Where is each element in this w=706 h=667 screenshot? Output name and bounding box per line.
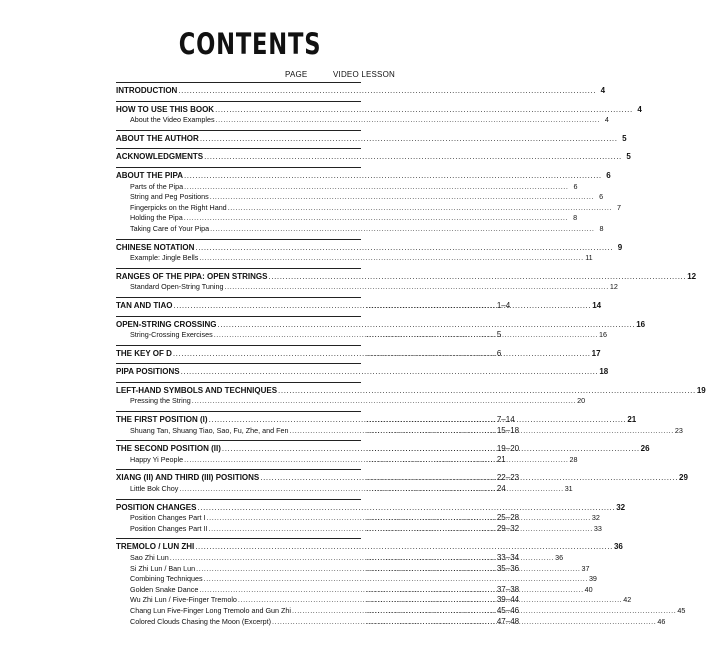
toc-entry-title: Taking Care of Your Pipa [130, 223, 210, 233]
toc-subsection-entry[interactable] [116, 115, 609, 126]
video-lesson-entry [366, 563, 520, 575]
video-dot-leader: .............................................. [366, 484, 496, 494]
dot-leader [200, 133, 618, 145]
video-dot-leader: .............................................. [366, 553, 496, 562]
toc-page-number: 32 [616, 502, 626, 512]
toc-section-entry[interactable] [116, 541, 623, 553]
dot-leader [195, 242, 613, 254]
toc-section-entry[interactable] [116, 300, 602, 312]
dot-leader [195, 541, 613, 553]
dot-leader [210, 192, 594, 203]
toc-page-number: 19 [696, 385, 706, 395]
toc-section-entry[interactable] [116, 151, 631, 163]
video-lesson-number: 19–20 [496, 444, 520, 454]
toc-page-number: 28 [569, 454, 578, 464]
toc-page-number: 40 [584, 584, 593, 594]
toc-page-number: 29 [679, 473, 688, 483]
video-dot-leader: .............................................. [366, 444, 496, 454]
toc-section-entry[interactable] [116, 366, 609, 378]
video-lesson-entry [366, 595, 520, 606]
toc-subsection-entry[interactable] [116, 213, 578, 224]
dot-leader [197, 502, 615, 514]
video-lesson-entry [366, 443, 520, 455]
toc-entry-title: THE KEY OF D [116, 348, 172, 358]
toc-page-number: 6 [606, 170, 611, 180]
dot-leader [225, 282, 609, 293]
dot-leader [204, 574, 588, 585]
page-title: CONTENTS [178, 27, 322, 61]
toc-entry-title: ABOUT THE PIPA [116, 170, 183, 180]
dot-leader [278, 385, 696, 397]
toc-entry-title: Happy Yi People [130, 454, 184, 464]
toc-entry-title: Si Zhi Lun / Ban Lun [130, 563, 196, 573]
toc-entry-title: THE FIRST POSITION (I) [116, 415, 208, 425]
toc-entry-title: THE SECOND POSITION (II) [116, 444, 221, 454]
video-lesson-number: 22–23 [496, 473, 520, 483]
toc-subsection-entry[interactable] [116, 396, 586, 407]
toc-entry-title: Pressing the String [130, 396, 191, 406]
video-lesson-entry [366, 472, 520, 484]
toc-entry-title: Position Changes Part II [130, 523, 208, 533]
toc-section-entry[interactable] [116, 85, 606, 97]
dot-leader [216, 115, 600, 126]
toc-section-entry[interactable] [116, 348, 601, 360]
toc-section-entry[interactable] [116, 242, 623, 254]
toc-page-number: 4 [637, 104, 642, 114]
toc-page-number: 5 [626, 152, 631, 162]
video-lesson-entry [366, 454, 506, 466]
toc-entry-title: OPEN-STRING CROSSING [116, 319, 217, 329]
toc-entry-title: ACKNOWLEDGMENTS [116, 152, 204, 162]
toc-page-number: 23 [674, 425, 683, 435]
toc-page-number: 32 [591, 513, 600, 523]
video-lesson-entry [366, 605, 520, 617]
video-dot-leader: .............................................. [366, 330, 496, 340]
toc-page-number: 33 [593, 523, 602, 533]
video-dot-leader: .............................................. [366, 473, 496, 483]
toc-entry-title: String-Crossing Exercises [130, 330, 213, 340]
video-dot-leader: .............................................. [366, 595, 496, 605]
toc-entry-title: Parts of the Pipa [130, 181, 184, 191]
dot-leader [192, 396, 576, 407]
video-lesson-number: 1–4 [496, 300, 511, 310]
dot-leader [181, 366, 599, 378]
toc-page-number: 7 [617, 202, 622, 212]
toc-entry-title: Wu Zhi Lun / Five-Finger Tremolo [130, 595, 237, 605]
dot-leader [210, 224, 594, 235]
toc-entry-title: String and Peg Positions [130, 192, 209, 202]
toc-subsection-entry[interactable] [116, 223, 604, 235]
video-lesson-number: 35–36 [496, 563, 520, 573]
video-lesson-number: 45–46 [496, 605, 520, 615]
toc-page-number: 14 [592, 300, 602, 310]
video-dot-leader: .............................................. [366, 300, 496, 310]
toc-page-number: 26 [640, 444, 650, 454]
video-lesson-number: 37–38 [496, 584, 520, 594]
video-lesson-column-header: VIDEO LESSON [333, 70, 395, 79]
video-lesson-number: 21 [496, 454, 506, 464]
toc-subsection-entry[interactable] [116, 253, 593, 264]
toc-page-number: 4 [604, 115, 609, 125]
video-lesson-entry [366, 414, 515, 426]
toc-section-entry[interactable] [116, 170, 611, 182]
toc-page-number: 16 [636, 319, 646, 329]
toc-page-number: 6 [599, 192, 604, 202]
video-lesson-entry [366, 330, 502, 341]
video-lesson-number: 25–28 [496, 513, 520, 523]
toc-page-number: 12 [687, 271, 697, 281]
toc-page-number: 18 [599, 367, 609, 377]
toc-entry-title: RANGES OF THE PIPA: OPEN STRINGS [116, 271, 268, 281]
video-dot-leader: .............................................. [366, 454, 496, 464]
toc-entry-title: PIPA POSITIONS [116, 367, 180, 377]
toc-page-number: 39 [588, 574, 597, 584]
toc-entry-title: Position Changes Part I [130, 513, 206, 523]
toc-page-number: 4 [600, 86, 606, 95]
toc-entry-title: Little Bok Choy [130, 484, 179, 494]
toc-page-number: 31 [564, 484, 573, 494]
toc-entry-title: Holding the Pipa [130, 213, 183, 223]
toc-subsection-entry[interactable] [116, 574, 597, 585]
toc-entry-title: About the Video Examples [130, 115, 215, 125]
video-lesson-number: 5 [496, 330, 502, 340]
toc-page-number: 16 [599, 330, 608, 340]
toc-page-number: 5 [622, 133, 627, 143]
video-dot-leader: .............................................. [366, 415, 496, 425]
toc-subsection-entry[interactable] [116, 192, 604, 203]
toc-entry-title: TAN AND TIAO [116, 300, 173, 310]
video-lesson-number: 39–44 [496, 595, 520, 605]
toc-page-number: 36 [613, 542, 623, 552]
toc-section-entry[interactable] [116, 385, 706, 397]
toc-page-number: 42 [623, 595, 632, 605]
toc-entry-title: POSITION CHANGES [116, 502, 197, 512]
page-column-header: PAGE [285, 70, 308, 79]
toc-section-entry[interactable] [116, 133, 627, 145]
video-dot-leader: .............................................. [366, 605, 496, 615]
video-lesson-number: 7–14 [496, 415, 515, 425]
video-dot-leader: .............................................. [366, 563, 496, 573]
toc-page-number: 8 [599, 223, 604, 233]
video-lesson-number: 15–18 [496, 425, 520, 435]
video-lesson-entry [366, 348, 502, 360]
toc-entry-title: Fingerpicks on the Right Hand [130, 202, 227, 212]
video-dot-leader: .............................................. [366, 425, 496, 435]
toc-entry-title: Example: Jingle Bells [130, 253, 199, 263]
toc-page-number: 12 [609, 282, 618, 292]
video-lesson-entry [366, 584, 520, 596]
dot-leader [215, 104, 633, 116]
toc-subsection-entry[interactable] [116, 282, 618, 293]
toc-page-number: 17 [591, 348, 601, 358]
toc-subsection-entry[interactable] [116, 330, 608, 341]
toc-entry-title: Sao Zhi Lun [130, 553, 169, 562]
video-dot-leader: .............................................. [366, 616, 496, 626]
dot-leader [184, 182, 568, 193]
toc-entry-title: Standard Open-String Tuning [130, 282, 224, 292]
video-dot-leader: .............................................. [366, 513, 496, 523]
dot-leader [268, 271, 686, 283]
toc-entry-title: INTRODUCTION [116, 86, 178, 95]
dot-leader [184, 213, 568, 224]
toc-page-number: 46 [657, 616, 666, 626]
toc-section-entry[interactable] [116, 319, 646, 331]
toc-page-number: 37 [581, 563, 590, 573]
toc-page-number: 11 [585, 253, 593, 263]
video-lesson-number: 33–34 [496, 553, 520, 562]
toc-page-number: 21 [627, 415, 637, 425]
video-lesson-entry [366, 616, 520, 628]
toc-entry-title: LEFT-HAND SYMBOLS AND TECHNIQUES [116, 385, 278, 395]
toc-entry-title: TREMOLO / LUN ZHI [116, 542, 195, 552]
video-lesson-entry [366, 523, 520, 535]
toc-entry-title: ABOUT THE AUTHOR [116, 133, 199, 143]
dot-leader [178, 85, 596, 97]
video-dot-leader: .............................................. [366, 523, 496, 533]
toc-section-entry[interactable] [116, 502, 626, 514]
toc-entry-title: Colored Clouds Chasing the Moon (Excerpt) [130, 616, 272, 626]
toc-entry-title: XIANG (II) AND THIRD (III) POSITIONS [116, 473, 260, 483]
toc-page-number: 36 [555, 553, 564, 562]
toc-page-number: 9 [617, 242, 623, 252]
video-lesson-number: 6 [496, 348, 502, 358]
dot-leader [204, 151, 622, 163]
toc-page-number: 20 [577, 396, 586, 406]
toc-entry-title: Shuang Tan, Shuang Tiao, Sao, Fu, Zhe, and Fen [130, 425, 289, 435]
dot-leader [184, 170, 602, 182]
dot-leader [199, 253, 583, 264]
video-lesson-number: 47–48 [496, 616, 520, 626]
video-dot-leader: .............................................. [366, 348, 496, 358]
toc-subsection-entry[interactable] [116, 202, 622, 214]
video-lesson-entry [366, 425, 520, 437]
video-lesson-entry [366, 300, 511, 312]
toc-subsection-entry[interactable] [116, 181, 578, 193]
video-lesson-number: 24 [496, 484, 506, 494]
video-lesson-entry [366, 553, 520, 564]
toc-page-number: 45 [677, 605, 686, 615]
toc-entry-title: Combining Techniques [130, 574, 203, 584]
toc-section-entry[interactable] [116, 271, 697, 283]
dot-leader [228, 203, 612, 214]
video-lesson-number: 29–32 [496, 523, 520, 533]
video-lesson-entry [366, 513, 520, 524]
toc-page-number: 6 [573, 181, 578, 191]
toc-entry-title: HOW TO USE THIS BOOK [116, 104, 215, 114]
toc-entry-title: Golden Snake Dance [130, 584, 199, 594]
toc-section-entry[interactable] [116, 104, 642, 116]
toc-entry-title: CHINESE NOTATION [116, 242, 195, 252]
dot-leader [217, 319, 635, 331]
toc-page-number: 8 [573, 213, 578, 223]
video-dot-leader: .............................................. [366, 584, 496, 594]
video-lesson-entry [366, 484, 506, 495]
toc-entry-title: Chang Lun Five-Finger Long Tremolo and Gun Zhi [130, 605, 292, 615]
